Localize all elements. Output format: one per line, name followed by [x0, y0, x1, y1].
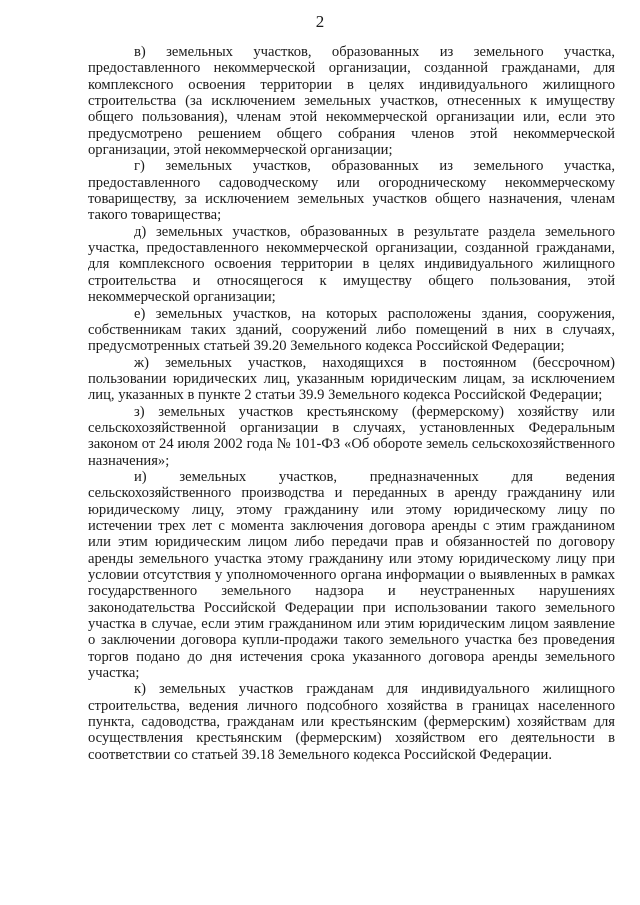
paragraph-v: в) земельных участков, образованных из земельного участка, предоставленного некоммерческой организации, созданной гражданами, для комплексного освоения территории в целях индивидуального жилищного строительства (за исключением земельных участков, отнесенных к имуществу общего пользования), членам этой некоммерческой организации или, если это предусмотрено решением общего собрания членов этой некоммерческой организации, этой некоммерческой организации;	[88, 44, 615, 159]
paragraph-zh: ж) земельных участков, находящихся в постоянном (бессрочном) пользовании юридических лиц, указанным юридическим лицам, за исключением лиц, указанных в пункте 2 статьи 39.9 Земельного кодекса Российской Федерации;	[88, 354, 615, 404]
paragraph-k: к) земельных участков гражданам для индивидуального жилищного строительства, ведения личного подсобного хозяйства в границах населенного пункта, садоводства, гражданам или крестьянским (фермерским) хозяйствам для осуществления крестьянским (фермерским) хозяйством его деятельности в соответствии со статьей 39.18 Земельного кодекса Российской Федерации.	[88, 681, 615, 763]
paragraph-g: г) земельных участков, образованных из земельного участка, предоставленного садоводческому или огородническому некоммерческому товариществу, за исключением земельных участков общего назначения, членам такого товарищества;	[88, 158, 615, 224]
paragraph-z: з) земельных участков крестьянскому (фермерскому) хозяйству или сельскохозяйственной организации в случаях, установленных Федеральным законом от 24 июля 2002 года № 101-ФЗ «Об обороте земель сельскохозяйственного назначения»;	[88, 403, 615, 469]
paragraph-d: д) земельных участков, образованных в результате раздела земельного участка, предоставленного некоммерческой организации, созданной гражданами, для комплексного освоения территории в целях индивидуального жилищного строительства и относящегося к имуществу общего пользования, этой некоммерческой организации;	[88, 223, 615, 306]
paragraph-i: и) земельных участков, предназначенных для ведения сельскохозяйственного производства и переданных в аренду гражданину или юридическому лицу, этому гражданину или этому юридическому лицу по истечении трех лет с момента заключения договора аренды с этим гражданином или этим юридическим лицом либо передачи прав и обязанностей по договору аренды земельного участка этому гражданину или этому юридическому лицу при условии отсутствия у уполномоченного органа информации о выявленных в рамках государственного земельного надзора и неустраненных нарушениях законодательства Российской Федерации при использовании такого земельного участка в случае, если этим гражданином или этим юридическим лицом заявление о заключении договора купли-продажи такого земельного участка без проведения торгов подано до дня истечения срока указанного договора аренды земельного участка;	[88, 468, 615, 682]
page-number: 2	[315, 12, 325, 31]
paragraph-e: е) земельных участков, на которых расположены здания, сооружения, собственникам таких зданий, сооружений либо помещений в них в случаях, предусмотренных статьей 39.20 Земельного кодекса Российской Федерации;	[88, 305, 615, 355]
document-body	[88, 44, 615, 763]
